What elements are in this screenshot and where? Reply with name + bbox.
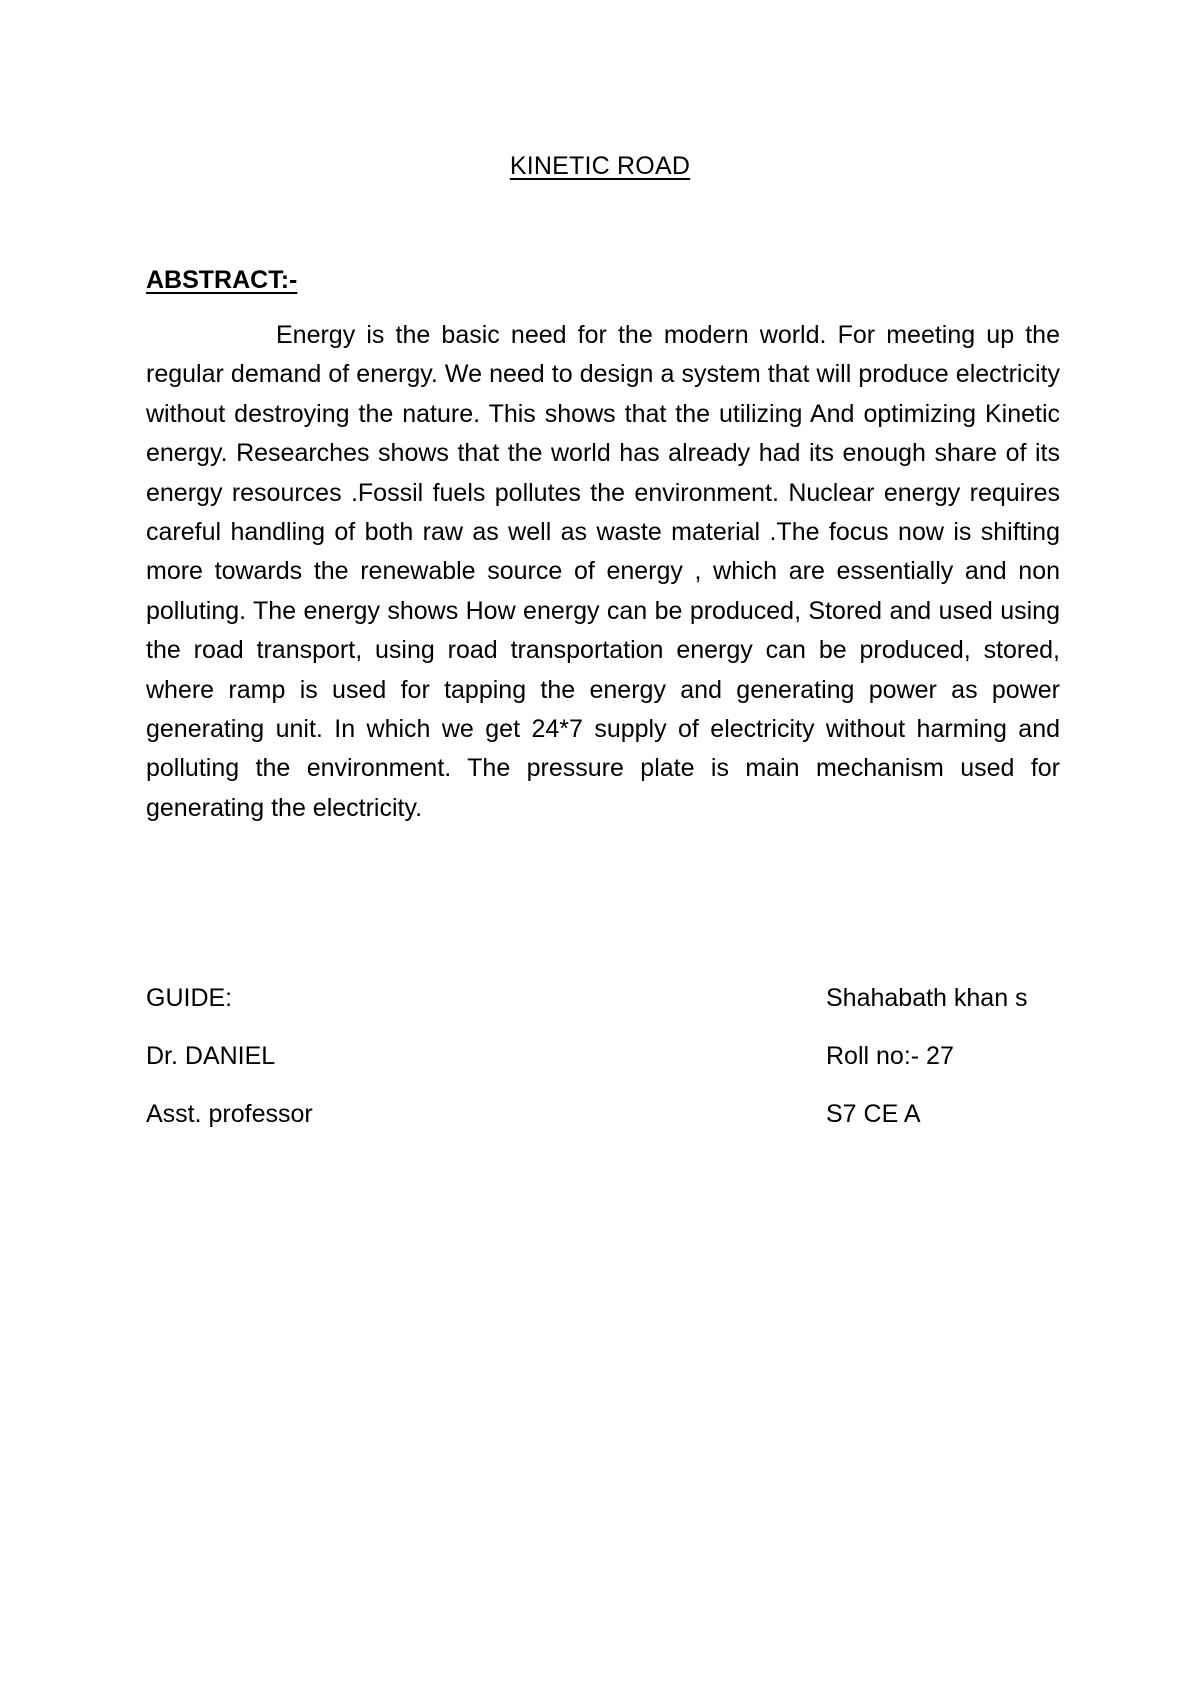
abstract-paragraph: Energy is the basic need for the modern world. For meeting up the regular demand of energy. We need to design a system that will produce electricity without destroying the nature. This shows that the utilizing And optimizing Kinetic energy. Researches shows that the world has already had its enough share of its energy resources .Fossil fuels pollutes the environment. Nuclear energy requires careful handling of both raw as well as waste material .The focus now is shifting more towards the renewable source of energy , which are essentially and non polluting. The energy shows How energy can be produced, Stored and used using the road transport, using road transportation energy can be produced, stored, where ramp is used for tapping the energy and generating power as power generating unit. In which we get 24*7 supply of electricity without harming and polluting the environment. The pressure plate is main mechanism used for generating the electricity. bbox=[146, 321, 1060, 822]
document-title: KINETIC ROAD bbox=[509, 152, 691, 180]
signature-row-2 bbox=[146, 1042, 1060, 1082]
student-name: Shahabath khan s bbox=[826, 984, 1028, 1012]
abstract-heading: ABSTRACT:- bbox=[146, 266, 298, 294]
signature-row-3 bbox=[146, 1100, 1060, 1140]
student-roll-number: Roll no:- 27 bbox=[826, 1042, 954, 1070]
guide-label: GUIDE: bbox=[146, 984, 233, 1012]
guide-designation: Asst. professor bbox=[146, 1100, 313, 1128]
student-class: S7 CE A bbox=[826, 1100, 921, 1128]
guide-name: Dr. DANIEL bbox=[146, 1042, 276, 1070]
signature-row-1 bbox=[146, 984, 1060, 1024]
